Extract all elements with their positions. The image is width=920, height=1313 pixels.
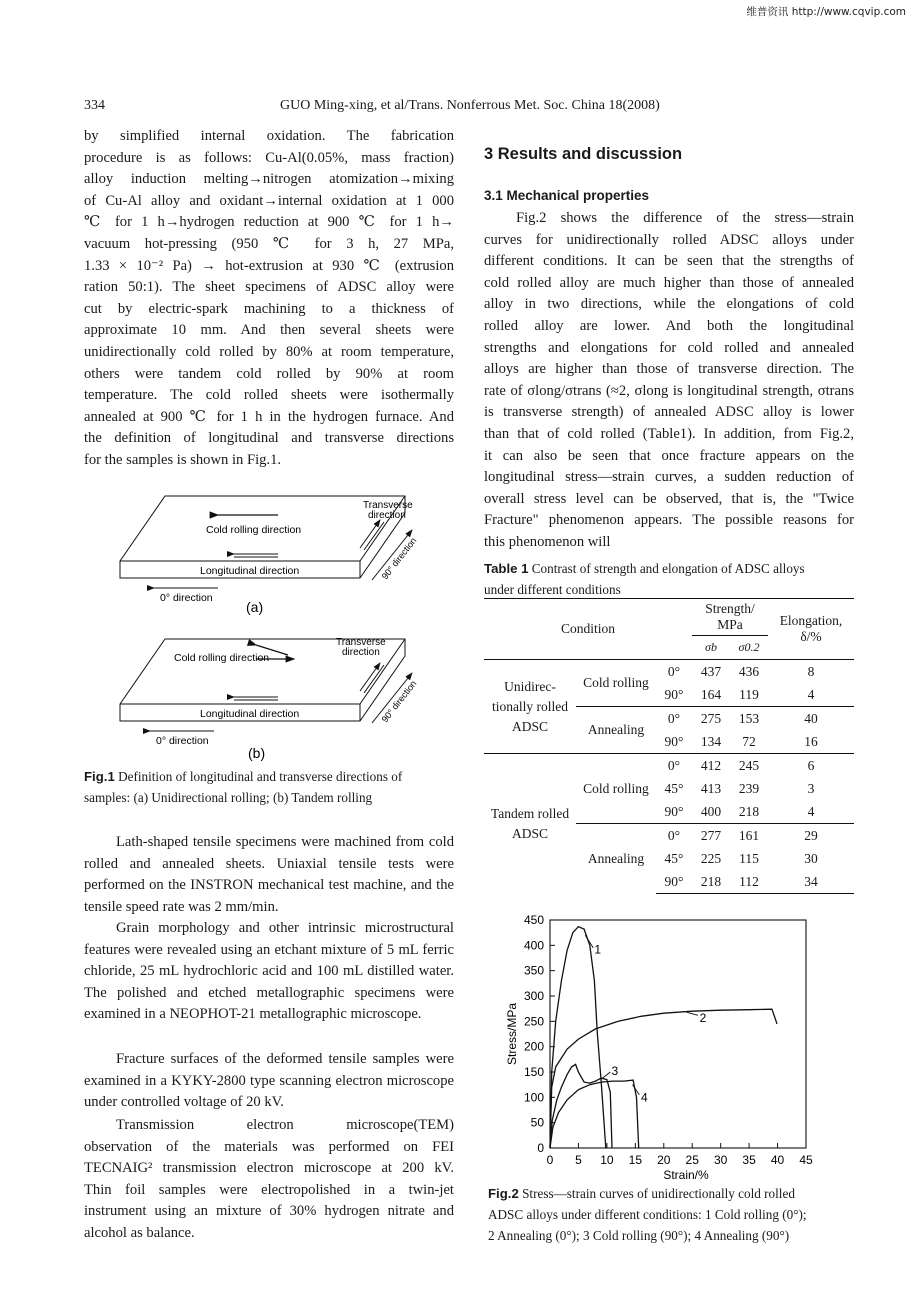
table-elongation: 3 bbox=[807, 780, 815, 796]
figure-1a-label: (a) bbox=[246, 599, 264, 615]
left-paragraph-5 bbox=[84, 1115, 454, 1245]
table-elongation: 16 bbox=[804, 733, 818, 749]
figure-1-diagram bbox=[108, 488, 438, 770]
table-sigma-b: 277 bbox=[692, 824, 730, 848]
table-row bbox=[484, 660, 854, 684]
table-process: Annealing bbox=[576, 824, 656, 894]
curve-label-2: 2 bbox=[699, 1010, 707, 1025]
series-line-2 bbox=[550, 1009, 777, 1148]
table-angle: 0° bbox=[656, 754, 692, 778]
table-header-sigma-b: σb bbox=[705, 640, 717, 654]
text-line: Thin foil samples were electropolished in a twin-jet bbox=[84, 1181, 454, 1198]
text-line: alloy in two directions, while the elongations of cold bbox=[484, 296, 854, 313]
transverse-arrow-a bbox=[360, 520, 380, 548]
x-tick-label: 20 bbox=[657, 1153, 671, 1167]
right-paragraph-1 bbox=[484, 208, 854, 554]
table-1-caption: Table 1 Contrast of strength and elongation of ADSC alloys under different conditions bbox=[484, 561, 805, 597]
text-line: 1.33 × 10⁻² Pa) → hot-extrusion at 930 ℃ (extrusion bbox=[84, 257, 454, 274]
table-sigma-b: 400 bbox=[700, 803, 722, 819]
x-tick-label: 0 bbox=[546, 1153, 554, 1167]
text-line: others were tandem cold rolled by 90% at room bbox=[84, 365, 454, 382]
table-elongation: 8 bbox=[768, 660, 854, 684]
table-1-grid bbox=[484, 598, 854, 894]
watermark: 维普资讯 http://www.cqvip.com bbox=[746, 6, 906, 18]
figure-1-caption: Fig.1 Definition of longitudinal and transverse directions of samples: (a) Unidirectional rolling; (b) Tandem rolling bbox=[84, 769, 403, 805]
table-angle: 0° bbox=[656, 824, 692, 848]
series-line-1 bbox=[550, 927, 606, 1148]
cold-rolling-label-b: Cold rolling direction bbox=[174, 652, 270, 664]
text-line: alloys are higher than those of transverse direction. The bbox=[484, 361, 854, 378]
table-sigma-02: 119 bbox=[739, 686, 759, 702]
table-sigma-b: 437 bbox=[692, 660, 730, 684]
table-angle: 45° bbox=[664, 780, 684, 796]
text-line: curves for unidirectionally rolled ADSC alloys under bbox=[484, 231, 854, 248]
text-line: rolled alloy are lower. And both the longitudinal bbox=[484, 317, 854, 334]
figure-2-chart bbox=[500, 906, 852, 1181]
table-sigma-02: 72 bbox=[742, 733, 756, 749]
text-line: Fracture" phenomenon appears. The possible reasons for bbox=[484, 512, 854, 529]
table-sigma-b: 134 bbox=[700, 733, 722, 749]
y-tick-label: 350 bbox=[523, 963, 544, 978]
table-process: Cold rolling bbox=[576, 754, 656, 824]
text-line: for the samples is shown in Fig.1. bbox=[84, 451, 282, 468]
text-line: instrument using an mixture of 30% hydrogen nitrate and bbox=[84, 1203, 454, 1220]
table-header-elongation: Elongation, δ/% bbox=[768, 599, 854, 660]
curve-label-4: 4 bbox=[641, 1090, 648, 1105]
transverse-label-b: Transverse bbox=[336, 637, 386, 648]
text-line: alcohol as balance. bbox=[84, 1224, 195, 1241]
table-header-condition: Condition bbox=[484, 599, 692, 660]
table-sigma-02: 112 bbox=[730, 870, 768, 894]
x-tick-label: 5 bbox=[575, 1153, 582, 1167]
longitudinal-label-b: Longitudinal direction bbox=[200, 708, 300, 720]
left-paragraph-3: Grain morphology and other intrinsic microstructural features were revealed using an etchant mixture of 5 mL ferric chloride, 25 mL hydrochloric acid and 100 mL distilled water. The polished and etched metallographic specimens were examined in a NEOPHOT-21 metallographic microscope. bbox=[84, 920, 454, 1023]
text-line: cut by electric-spark machining to a thickness of bbox=[84, 300, 454, 317]
text-line: of Cu-Al alloy and oxidant→internal oxidation at 1 000 bbox=[84, 192, 454, 209]
left-paragraph-2: Lath-shaped tensile specimens were machined from cold rolled and annealed sheets. Uniaxial tensile tests were performed on the INSTRON mechanical test machine, and the tensile speed rate was 2 mm/min. bbox=[84, 834, 454, 915]
section-title: 3 Results and discussion bbox=[484, 145, 683, 163]
table-row bbox=[484, 754, 854, 778]
table-sigma-02: 115 bbox=[739, 850, 759, 866]
table-angle: 45° bbox=[664, 850, 684, 866]
svg-text:direction: direction bbox=[368, 510, 406, 521]
text-line: than that of cold rolled (Table1). In addition, from Fig.2, bbox=[484, 425, 854, 442]
text-line: Fig.2 shows the difference of the stress—strain bbox=[516, 210, 854, 226]
table-elongation: 29 bbox=[768, 824, 854, 848]
text-line: is transverse strength) of annealed ADSC alloy is lower bbox=[484, 404, 854, 421]
figure-1b-label: (b) bbox=[248, 745, 266, 761]
y-tick-label: 150 bbox=[523, 1065, 544, 1079]
y-tick-label: 250 bbox=[523, 1014, 544, 1029]
table-sigma-02: 153 bbox=[730, 707, 768, 731]
figure-2-caption: Fig.2 Stress—strain curves of unidirectionally cold rolled ADSC alloys under different conditions: 1 Cold rolling (0°); 2 Annealing (0°); 3 Cold rolling (90°); 4 Annealing (90°) bbox=[488, 1186, 807, 1243]
ninety-degree-label-b: 90° direction bbox=[379, 678, 419, 725]
table-elongation: 40 bbox=[768, 707, 854, 731]
x-tick-label: 25 bbox=[685, 1153, 699, 1167]
curve-leader-3 bbox=[601, 1072, 610, 1079]
table-sigma-b: 412 bbox=[692, 754, 730, 778]
text-line: temperature. The cold rolled sheets were isothermally bbox=[84, 387, 454, 404]
x-tick-label: 30 bbox=[713, 1153, 728, 1167]
table-sigma-02: 436 bbox=[730, 660, 768, 684]
table-group-name: Unidirec- tionally rolled ADSC bbox=[484, 660, 576, 754]
table-elongation: 34 bbox=[768, 870, 854, 894]
text-line: alloy induction melting→nitrogen atomization→mixing bbox=[84, 171, 454, 188]
table-elongation: 4 bbox=[807, 803, 815, 819]
y-tick-label: 100 bbox=[523, 1090, 544, 1105]
text-line: different conditions. It can be seen that the strengths of bbox=[484, 253, 854, 270]
x-tick-label: 45 bbox=[799, 1153, 813, 1167]
table-angle: 90° bbox=[656, 870, 692, 894]
table-process: Cold rolling bbox=[576, 660, 656, 707]
table-header-sigma-02: σ0.2 bbox=[738, 640, 760, 654]
text-line: it can also be seen that once fracture appears on the bbox=[484, 447, 854, 464]
x-tick-label: 35 bbox=[742, 1153, 756, 1167]
table-elongation: 6 bbox=[768, 754, 854, 778]
figure-1 bbox=[108, 488, 438, 770]
left-paragraph-1 bbox=[84, 126, 454, 472]
ninety-degree-label-a: 90° direction bbox=[379, 535, 419, 582]
svg-text:direction: direction bbox=[342, 647, 380, 658]
text-line: longitudinal stress—strain curves, a sudden reduction of bbox=[484, 469, 854, 486]
table-elongation: 4 bbox=[807, 686, 815, 702]
plate-a bbox=[120, 496, 418, 615]
table-angle: 0° bbox=[656, 660, 692, 684]
table-1 bbox=[484, 598, 854, 894]
text-line: cold rolled alloy are much higher than those of annealed bbox=[484, 274, 854, 291]
table-sigma-02: 161 bbox=[730, 824, 768, 848]
stress-strain-chart bbox=[500, 906, 852, 1181]
table-angle: 90° bbox=[664, 733, 684, 749]
table-sigma-02: 245 bbox=[730, 754, 768, 778]
text-line: by simplified internal oxidation. The fabrication bbox=[84, 128, 454, 144]
table-header-strength: Strength/ MPa bbox=[692, 599, 768, 636]
y-tick-label: 0 bbox=[537, 1141, 544, 1155]
page-number: 334 bbox=[84, 98, 105, 113]
plot-frame bbox=[550, 920, 806, 1148]
transverse-label-a: Transverse bbox=[363, 500, 413, 511]
cold-rolling-label-a: Cold rolling direction bbox=[206, 524, 302, 536]
x-axis-label: Strain/% bbox=[663, 1168, 709, 1181]
curve-label-1: 1 bbox=[594, 942, 602, 957]
text-line: ℃ for 1 h→hydrogen reduction at 900 ℃ for 1 h→ bbox=[84, 214, 454, 231]
left-paragraph-4: Fracture surfaces of the deformed tensile samples were examined in a KYKY-2800 type scanning electron microscope under controlled voltage of 20 kV. bbox=[84, 1051, 454, 1111]
text-line: this phenomenon will bbox=[484, 533, 611, 550]
table-sigma-b: 413 bbox=[700, 780, 722, 796]
table-angle: 0° bbox=[656, 707, 692, 731]
text-line: vacuum hot-pressing (950 ℃ for 3 h, 27 MPa, bbox=[84, 235, 454, 252]
x-tick-label: 10 bbox=[600, 1153, 614, 1167]
curve-label-3: 3 bbox=[611, 1063, 619, 1078]
table-group-name: Tandem rolled ADSC bbox=[484, 754, 576, 894]
table-sigma-02: 218 bbox=[738, 803, 760, 819]
table-sigma-b: 164 bbox=[700, 686, 722, 702]
zero-degree-label-a: 0° direction bbox=[160, 592, 213, 604]
table-elongation: 30 bbox=[804, 850, 818, 866]
table-sigma-b: 218 bbox=[692, 870, 730, 894]
text-line: annealed at 900 ℃ for 1 h in the hydrogen furnace. And bbox=[84, 408, 454, 425]
table-angle: 90° bbox=[664, 803, 684, 819]
subsection-title: 3.1 Mechanical properties bbox=[484, 188, 650, 203]
table-angle: 90° bbox=[664, 686, 684, 702]
plate-b bbox=[120, 637, 418, 761]
text-line: unidirectionally cold rolled by 80% at room temperature, bbox=[84, 343, 454, 360]
y-tick-label: 200 bbox=[523, 1039, 544, 1054]
text-line: observation of the materials was performed on FEI bbox=[84, 1138, 454, 1155]
series-line-4 bbox=[550, 1080, 639, 1148]
text-line: overall stress level can be observed, that is, the "Twice bbox=[484, 490, 854, 507]
longitudinal-label-a: Longitudinal direction bbox=[200, 565, 300, 577]
text-line: rate of σlong/σtrans (≈2, σlong is longitudinal strength, σtrans bbox=[484, 382, 854, 399]
text-line: procedure is as follows: Cu-Al(0.05%, mass fraction) bbox=[84, 149, 454, 166]
text-line: approximate 10 mm. And then several sheets were bbox=[84, 322, 454, 339]
y-tick-label: 400 bbox=[523, 938, 544, 953]
running-title: GUO Ming-xing, et al/Trans. Nonferrous Met. Soc. China 18(2008) bbox=[280, 98, 660, 113]
table-sigma-b: 275 bbox=[692, 707, 730, 731]
zero-degree-label-b: 0° direction bbox=[156, 735, 209, 747]
text-line: strengths and elongations for cold rolled and annealed bbox=[484, 339, 854, 356]
table-sigma-b: 225 bbox=[700, 850, 722, 866]
y-tick-label: 300 bbox=[523, 989, 544, 1003]
y-tick-label: 50 bbox=[530, 1115, 544, 1130]
curve-leader-2 bbox=[687, 1012, 698, 1015]
text-line: Transmission electron microscope(TEM) bbox=[116, 1117, 454, 1133]
x-tick-label: 40 bbox=[770, 1153, 785, 1167]
y-tick-label: 450 bbox=[523, 913, 544, 927]
x-tick-label: 15 bbox=[628, 1153, 643, 1167]
text-line: TECNAIG² transmission electron microscope at 200 kV. bbox=[84, 1160, 454, 1177]
y-axis-label: Stress/MPa bbox=[505, 1002, 519, 1066]
text-line: the definition of longitudinal and transverse directions bbox=[84, 430, 454, 447]
table-process: Annealing bbox=[576, 707, 656, 754]
table-sigma-02: 239 bbox=[738, 780, 760, 796]
text-line: ration 50:1). The sheet specimens of ADSC alloy were bbox=[84, 279, 454, 296]
